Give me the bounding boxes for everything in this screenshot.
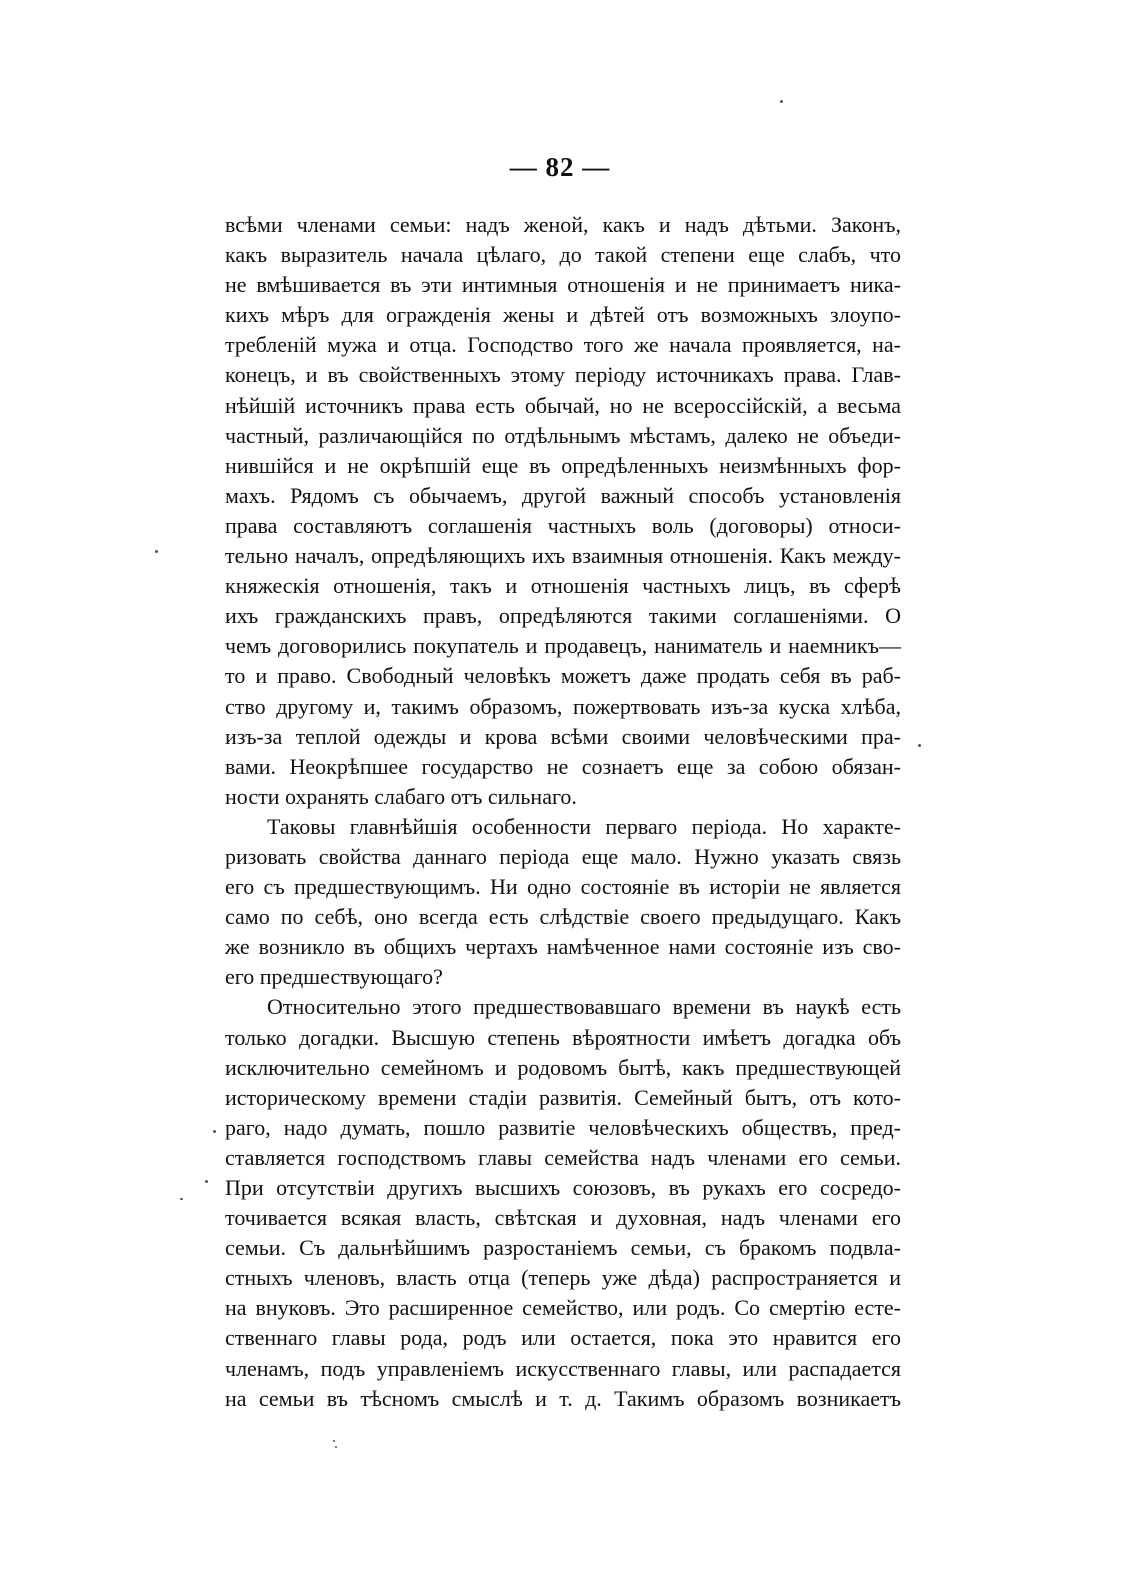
text-line: нившійся и не окрѣпшій еще въ опредѣленныхъ неизмѣнныхъ фор- xyxy=(225,452,901,478)
text-line: ство другому и, такимъ образомъ, пожертвовать изъ-за куска хлѣба, xyxy=(225,693,901,719)
text-line: тельно началъ, опредѣляющихъ ихъ взаимныя отношенія. Какъ между- xyxy=(225,543,901,569)
text-line: же возникло въ общихъ чертахъ намѣченное нами состояніе изъ сво- xyxy=(225,934,901,960)
text-line: само по себѣ, оно всегда есть слѣдствіе своего предыдущаго. Какъ xyxy=(225,904,901,930)
text-line: ственнаго главы рода, родъ или остается, пока это нравится его xyxy=(225,1325,901,1351)
text-line: на семьи въ тѣсномъ смыслѣ и т. д. Такимъ образомъ возникаетъ xyxy=(225,1385,901,1411)
text-line: вами. Неокрѣпшее государство не сознаетъ еще за собою обязан- xyxy=(225,753,901,779)
scan-speck xyxy=(918,744,921,747)
text-line: конецъ, и въ свойственныхъ этому періоду источникахъ права. Глав- xyxy=(225,362,901,388)
scan-speck xyxy=(180,1198,183,1200)
text-line: семьи. Съ дальнѣйшимъ разростаніемъ семьи, съ бракомъ подвла- xyxy=(225,1235,901,1261)
scan-speck xyxy=(335,1446,337,1448)
text-line: княжескія отношенія, такъ и отношенія частныхъ лицъ, въ сферѣ xyxy=(225,573,901,599)
text-line: его съ предшествующимъ. Ни одно состояніе въ исторіи не является xyxy=(225,874,901,900)
scan-speck xyxy=(333,1440,335,1442)
text-line: требленій мужа и отца. Господство того же начала проявляется, на- xyxy=(225,332,901,358)
text-line: раго, надо думать, пошло развитіе человѣческихъ обществъ, пред- xyxy=(225,1114,901,1140)
text-line: Относительно этого предшествовавшаго времени въ наукѣ есть xyxy=(267,994,901,1020)
text-line: частный, различающійся по отдѣльнымъ мѣстамъ, далеко не объеди- xyxy=(225,422,901,448)
scan-speck xyxy=(213,1130,216,1133)
text-line: изъ-за теплой одежды и крова всѣми своими человѣческими пра- xyxy=(225,723,901,749)
text-line: на внуковъ. Это расширенное семейство, или родъ. Со смертію есте- xyxy=(225,1295,901,1321)
text-line: Таковы главнѣйшія особенности перваго періода. Но характе- xyxy=(267,813,901,839)
text-line: нѣйшій источникъ права есть обычай, но не всероссійскій, а весьма xyxy=(225,392,901,418)
text-line: ности охранять слабаго отъ сильнаго. xyxy=(225,783,577,809)
text-line: членамъ, подъ управленіемъ искусственнаго главы, или распадается xyxy=(225,1355,901,1381)
text-line: права составляютъ соглашенія частныхъ воль (договоры) относи- xyxy=(225,512,901,538)
text-line: какъ выразитель начала цѣлаго, до такой степени еще слабъ, что xyxy=(225,242,901,268)
text-line: всѣми членами семьи: надъ женой, какъ и надъ дѣтьми. Законъ, xyxy=(225,212,901,237)
text-line: стныхъ членовъ, власть отца (теперь уже дѣда) распространяется и xyxy=(225,1265,901,1291)
text-line: его предшествующаго? xyxy=(225,964,443,990)
text-line: ризовать свойства даннаго періода еще мало. Нужно указать связь xyxy=(225,843,901,869)
text-line: кихъ мѣръ для огражденія жены и дѣтей отъ возможныхъ злоупо- xyxy=(225,302,901,328)
scan-speck xyxy=(205,1180,208,1183)
text-line: ихъ гражданскихъ правъ, опредѣляются такими соглашеніями. О xyxy=(225,603,901,629)
text-line: только догадки. Высшую степень вѣроятности имѣетъ догадка объ xyxy=(225,1024,901,1050)
text-line: точивается всякая власть, свѣтская и духовная, надъ членами его xyxy=(225,1205,901,1231)
text-line: то и право. Свободный человѣкъ можетъ даже продать себя въ раб- xyxy=(225,663,901,689)
text-line: При отсутствіи другихъ высшихъ союзовъ, въ рукахъ его сосредо- xyxy=(225,1175,901,1200)
scan-speck xyxy=(155,550,158,553)
text-line: исключительно семейномъ и родовомъ бытѣ, какъ предшествующей xyxy=(225,1054,901,1080)
body-text xyxy=(225,210,901,1414)
text-line: махъ. Рядомъ съ обычаемъ, другой важный способъ установленія xyxy=(225,482,901,508)
text-line: чемъ договорились покупатель и продавецъ, наниматель и наемникъ— xyxy=(225,633,901,659)
page-number: — 82 — xyxy=(509,152,611,182)
text-line: историческому времени стадіи развитія. Семейный бытъ, отъ кото- xyxy=(225,1084,901,1110)
text-line: ставляется господствомъ главы семейства надъ членами его семьи. xyxy=(225,1144,901,1170)
text-line: не вмѣшивается въ эти интимныя отношенія и не принимаетъ ника- xyxy=(225,272,901,298)
scan-speck xyxy=(780,100,783,103)
